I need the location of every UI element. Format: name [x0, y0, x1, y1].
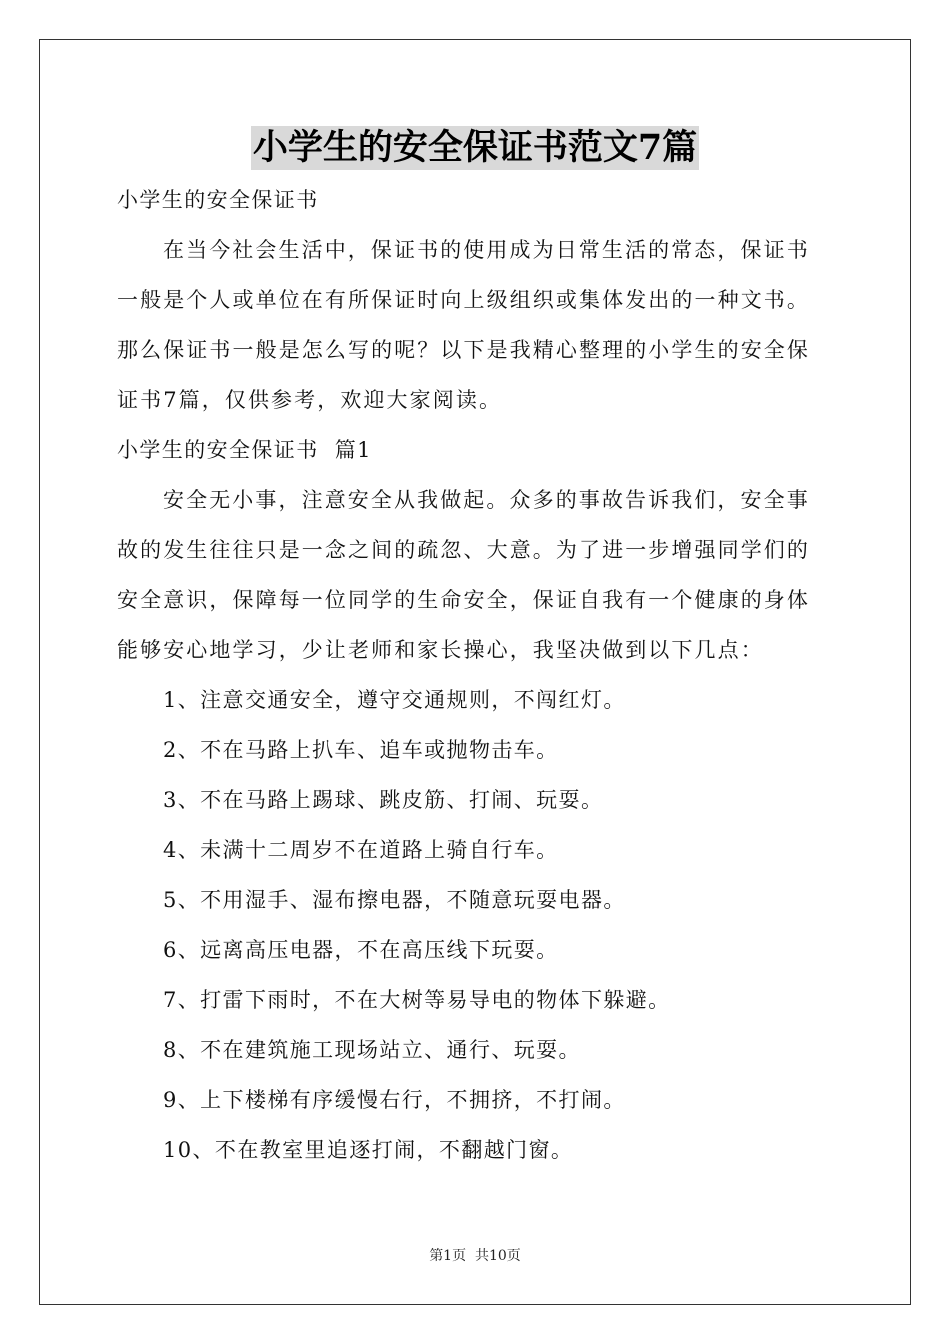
list-item: 5、不用湿手、湿布擦电器，不随意玩耍电器。 — [163, 888, 626, 912]
list-item: 6、远离高压电器，不在高压线下玩耍。 — [163, 938, 559, 962]
list-item: 9、上下楼梯有序缓慢右行，不拥挤，不打闹。 — [163, 1088, 626, 1112]
section-line: 安全无小事，注意安全从我做起。众多的事故告诉我们，安全事 — [163, 488, 810, 512]
list-item: 10、不在教室里追逐打闹，不翻越门窗。 — [163, 1138, 574, 1162]
document-title: 小学生的安全保证书范文7篇 — [252, 127, 698, 168]
intro-line: 在当今社会生活中，保证书的使用成为日常生活的常态，保证书 — [163, 238, 810, 262]
section-line: 故的发生往往只是一念之间的疏忽、大意。为了进一步增强同学们的 — [117, 538, 810, 562]
intro-line: 证书7篇，仅供参考，欢迎大家阅读。 — [117, 388, 503, 412]
document-body — [117, 177, 837, 1177]
subtitle: 小学生的安全保证书 — [117, 188, 319, 212]
list-item: 1、注意交通安全，遵守交通规则，不闯红灯。 — [163, 688, 626, 712]
list-item: 4、未满十二周岁不在道路上骑自行车。 — [163, 838, 559, 862]
list-item: 2、不在马路上扒车、追车或抛物击车。 — [163, 738, 559, 762]
section-paragraph — [117, 477, 837, 677]
section-line: 能够安心地学习，少让老师和家长操心，我坚决做到以下几点： — [117, 638, 764, 662]
list-item: 7、打雷下雨时，不在大树等易导电的物体下躲避。 — [163, 988, 671, 1012]
intro-line: 一般是个人或单位在有所保证时向上级组织或集体发出的一种文书。 — [117, 288, 810, 312]
section-heading: 小学生的安全保证书 篇1 — [117, 438, 372, 462]
intro-paragraph — [117, 227, 837, 427]
page-footer: 第1页 共10页 — [429, 1248, 521, 1264]
list-item: 3、不在马路上踢球、跳皮筋、打闹、玩耍。 — [163, 788, 604, 812]
list-item: 8、不在建筑施工现场站立、通行、玩耍。 — [163, 1038, 581, 1062]
rules-list — [117, 677, 837, 1177]
section-line: 安全意识，保障每一位同学的生命安全，保证自我有一个健康的身体 — [117, 588, 810, 612]
intro-line: 那么保证书一般是怎么写的呢？以下是我精心整理的小学生的安全保 — [117, 338, 810, 362]
title-container — [0, 126, 950, 170]
